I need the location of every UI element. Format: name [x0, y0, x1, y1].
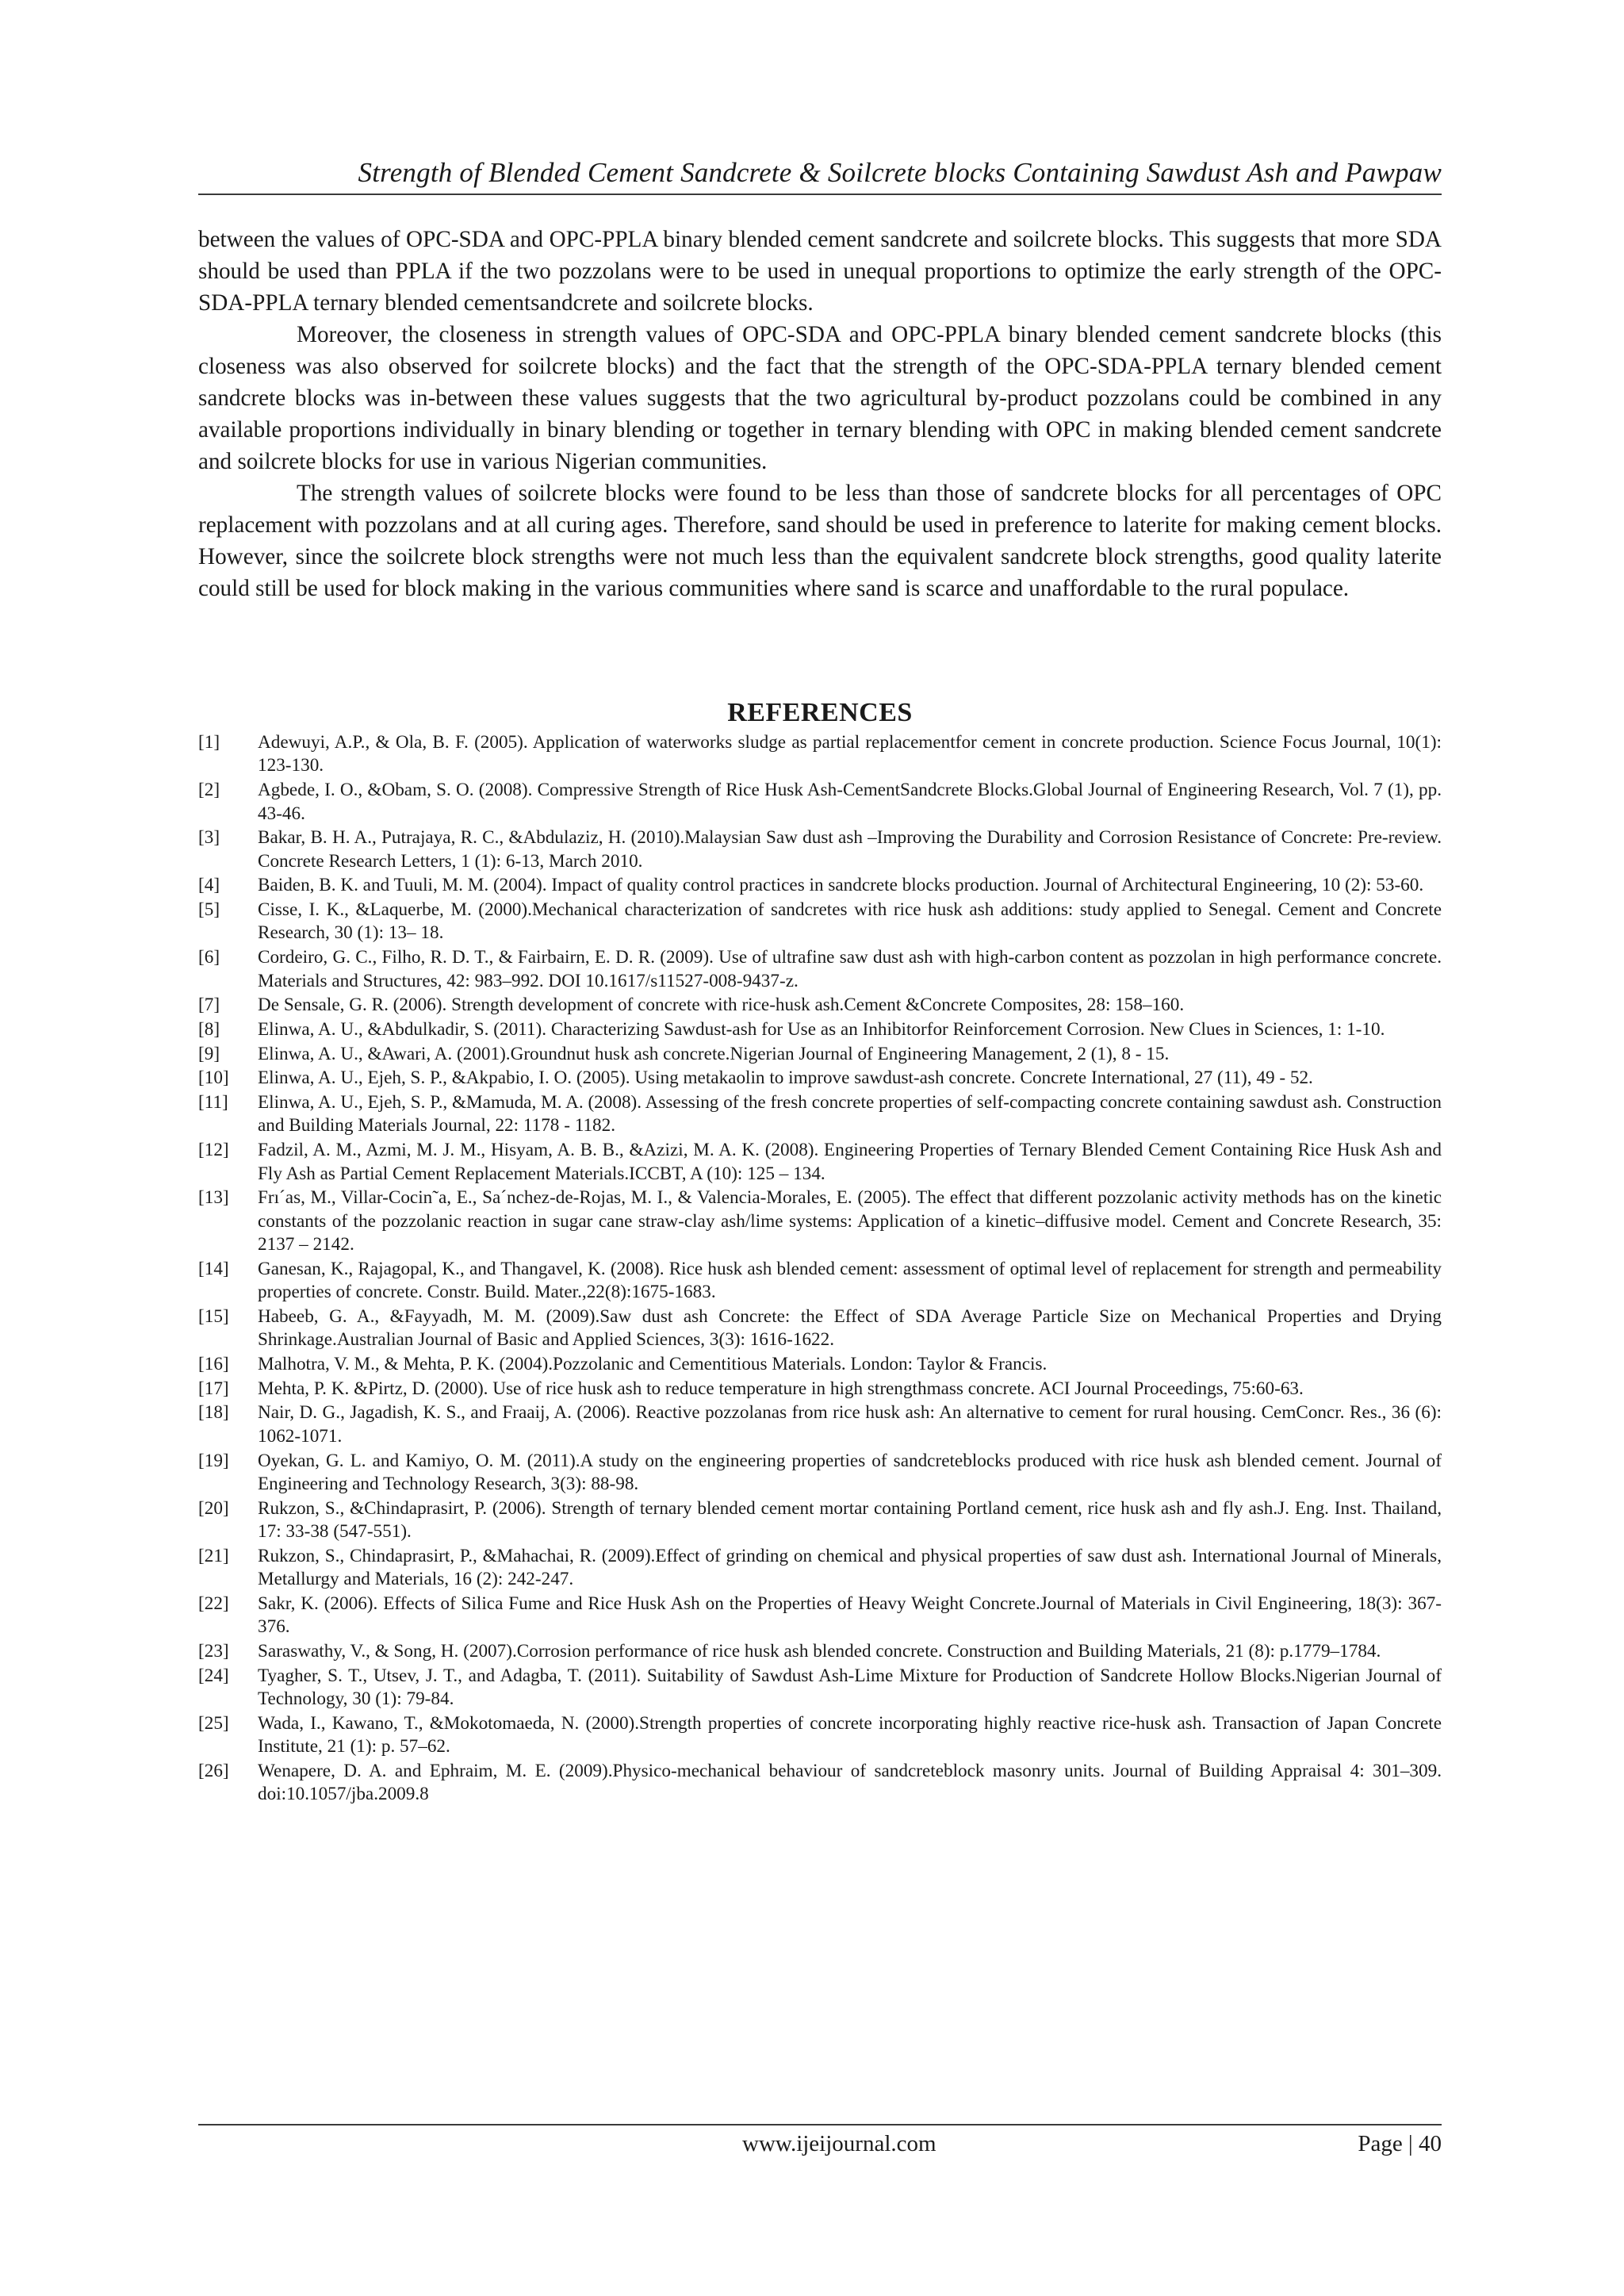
reference-number: [8]	[198, 1018, 220, 1040]
reference-number: [4]	[198, 875, 220, 896]
reference-item	[198, 1497, 1442, 1544]
reference-text: Sakr, K. (2006). Effects of Silica Fume and Rice Husk Ash on the Properties of Heavy Weight Concrete.Journal of Materials in Civil Engineering, 18(3): 367-376.	[258, 1593, 1442, 1638]
body-paragraph: between the values of OPC-SDA and OPC-PPLA binary blended cement sandcrete and soilcrete blocks. This suggests that more SDA should be used than PPLA if the two pozzolans were to be used in unequal proportions to optimize the early strength of the OPC-SDA-PPLA ternary blended cementsandcrete and soilcrete blocks.	[198, 227, 1442, 316]
reference-text: Fadzil, A. M., Azmi, M. J. M., Hisyam, A. B. B., &Azizi, M. A. K. (2008). Engineering Properties of Ternary Blended Cement Containing Rice Husk Ash and Fly Ash as Partial Cement Replacement Materials.ICCBT, A (10): 125 – 134.	[258, 1140, 1442, 1184]
body-paragraph: The strength values of soilcrete blocks were found to be less than those of sandcrete blocks for all percentages of OPC replacement with pozzolans and at all curing ages. Therefore, sand should be used in preference to laterite for making cement blocks. However, since the soilcrete block strengths were not much less than the equivalent sandcrete block strengths, good quality laterite could still be used for block making in the various communities where sand is scarce and unaffordable to the rural populace.	[198, 481, 1442, 601]
reference-item	[198, 1139, 1442, 1186]
footer-rule	[198, 2124, 1442, 2125]
reference-number: [10]	[198, 1068, 229, 1089]
reference-text: Mehta, P. K. &Pirtz, D. (2000). Use of rice husk ash to reduce temperature in high strengthmass concrete. ACI Journal Proceedings, 75:60-63.	[258, 1378, 1304, 1399]
reference-item	[198, 731, 1442, 778]
reference-text: Malhotra, V. M., & Mehta, P. K. (2004).Pozzolanic and Cementitious Materials. London: Taylor & Francis.	[258, 1354, 1048, 1375]
reference-number: [17]	[198, 1378, 229, 1399]
reference-text: Cisse, I. K., &Laquerbe, M. (2000).Mechanical characterization of sandcretes with rice husk ash additions: study applied to Senegal. Cement and Concrete Research, 30 (1): 13– 18.	[258, 899, 1442, 944]
reference-item	[198, 874, 1442, 897]
reference-number: [2]	[198, 780, 220, 801]
reference-number: [15]	[198, 1305, 229, 1327]
reference-item	[198, 899, 1442, 945]
reference-number: [22]	[198, 1593, 229, 1614]
reference-text: Rukzon, S., Chindaprasirt, P., &Mahachai, R. (2009).Effect of grinding on chemical and physical properties of saw dust ash. International Journal of Minerals, Metallurgy and Materials, 16 (2): 242-247.	[258, 1545, 1442, 1590]
reference-text: De Sensale, G. R. (2006). Strength development of concrete with rice-husk ash.Cement &Concrete Composites, 28: 158–160.	[258, 995, 1185, 1016]
reference-number: [23]	[198, 1640, 229, 1662]
reference-item	[198, 1760, 1442, 1807]
reference-item	[198, 946, 1442, 993]
reference-item	[198, 1091, 1442, 1138]
reference-text: Saraswathy, V., & Song, H. (2007).Corrosion performance of rice husk ash blended concrete. Construction and Building Materials, 21 (8): p.1779–1784.	[258, 1640, 1381, 1662]
footer-page-number: Page | 40	[1358, 2131, 1442, 2156]
reference-item	[198, 1305, 1442, 1352]
reference-text: Wenapere, D. A. and Ephraim, M. E. (2009).Physico-mechanical behaviour of sandcreteblock masonry units. Journal of Building Appraisal 4: 301–309. doi:10.1057/jba.2009.8	[258, 1760, 1442, 1805]
reference-number: [6]	[198, 947, 220, 968]
reference-text: Elinwa, A. U., &Abdulkadir, S. (2011). Characterizing Sawdust-ash for Use as an Inhibitorfor Reinforcement Corrosion. New Clues in Sciences, 1: 1-10.	[258, 1018, 1385, 1040]
reference-text: Frı´as, M., Villar-Cocin˜a, E., Sa´nchez-de-Rojas, M. I., & Valencia-Morales, E. (2005). The effect that different pozzolanic activity methods has on the kinetic constants of the pozzolanic reaction in sugar cane straw-clay ash/lime systems: Application of a kinetic–diffusive model. Cement and Concrete Research, 35: 2137 – 2142.	[258, 1187, 1442, 1255]
reference-number: [25]	[198, 1712, 229, 1734]
reference-item	[198, 1401, 1442, 1448]
reference-item	[198, 826, 1442, 873]
reference-text: Habeeb, G. A., &Fayyadh, M. M. (2009).Saw dust ash Concrete: the Effect of SDA Average Particle Size on Mechanical Properties and Drying Shrinkage.Australian Journal of Basic and Applied Sciences, 3(3): 1616-1622.	[258, 1305, 1442, 1351]
reference-text: Bakar, B. H. A., Putrajaya, R. C., &Abdulaziz, H. (2010).Malaysian Saw dust ash –Improving the Durability and Corrosion Resistance of Concrete: Pre-review. Concrete Research Letters, 1 (1): 6-13, March 2010.	[258, 827, 1442, 872]
reference-item	[198, 1545, 1442, 1592]
reference-number: [16]	[198, 1354, 229, 1375]
reference-number: [26]	[198, 1760, 229, 1781]
reference-item	[198, 779, 1442, 826]
reference-item	[198, 1067, 1442, 1090]
reference-number: [20]	[198, 1497, 229, 1519]
body-text	[198, 224, 1442, 604]
reference-item	[198, 1378, 1442, 1401]
reference-number: [18]	[198, 1402, 229, 1424]
reference-item	[198, 1640, 1442, 1663]
reference-item	[198, 1593, 1442, 1639]
reference-number: [9]	[198, 1043, 220, 1064]
reference-item	[198, 1665, 1442, 1711]
reference-text: Cordeiro, G. C., Filho, R. D. T., & Fairbairn, E. D. R. (2009). Use of ultrafine saw dust ash with high-carbon content as pozzolan in high performance concrete. Materials and Structures, 42: 983–992. DOI 10.1617/s11527-008-9437-z.	[258, 947, 1442, 991]
reference-item	[198, 1353, 1442, 1376]
header-rule	[198, 194, 1442, 195]
reference-text: Tyagher, S. T., Utsev, J. T., and Adagba, T. (2011). Suitability of Sawdust Ash-Lime Mixture for Production of Sandcrete Hollow Blocks.Nigerian Journal of Technology, 30 (1): 79-84.	[258, 1665, 1442, 1710]
reference-text: Wada, I., Kawano, T., &Mokotomaeda, N. (2000).Strength properties of concrete incorporating highly reactive rice-husk ash. Transaction of Japan Concrete Institute, 21 (1): p. 57–62.	[258, 1712, 1442, 1757]
running-header: Strength of Blended Cement Sandcrete & Soilcrete blocks Containing Sawdust Ash and Pawpaw	[358, 157, 1442, 188]
reference-item	[198, 994, 1442, 1017]
reference-number: [14]	[198, 1258, 229, 1279]
reference-item	[198, 1258, 1442, 1305]
reference-item	[198, 1186, 1442, 1256]
reference-number: [1]	[198, 732, 220, 753]
reference-text: Elinwa, A. U., Ejeh, S. P., &Akpabio, I. O. (2005). Using metakaolin to improve sawdust-ash concrete. Concrete International, 27 (11), 49 - 52.	[258, 1068, 1313, 1089]
reference-number: [3]	[198, 827, 220, 849]
reference-text: Agbede, I. O., &Obam, S. O. (2008). Compressive Strength of Rice Husk Ash-CementSandcrete Blocks.Global Journal of Engineering Research, Vol. 7 (1), pp. 43-46.	[258, 780, 1442, 824]
body-paragraph: Moreover, the closeness in strength values of OPC-SDA and OPC-PPLA binary blended cement sandcrete blocks (this closeness was also observed for soilcrete blocks) and the fact that the strength of the OPC-SDA-PPLA ternary blended cement sandcrete blocks was in-between these values suggests that the two agricultural by-product pozzolans could be combined in any available proportions individually in binary blending or together in ternary blending with OPC in making blended cement sandcrete and soilcrete blocks for use in various Nigerian communities.	[198, 322, 1442, 474]
reference-text: Nair, D. G., Jagadish, K. S., and Fraaij, A. (2006). Reactive pozzolanas from rice husk ash: An alternative to cement for rural housing. CemConcr. Res., 36 (6): 1062-1071.	[258, 1402, 1442, 1447]
reference-text: Ganesan, K., Rajagopal, K., and Thangavel, K. (2008). Rice husk ash blended cement: assessment of optimal level of replacement for strength and permeability properties of concrete. Constr. Build. Mater.,22(8):1675-1683.	[258, 1258, 1442, 1303]
reference-text: Baiden, B. K. and Tuuli, M. M. (2004). Impact of quality control practices in sandcrete blocks production. Journal of Architectural Engineering, 10 (2): 53-60.	[258, 875, 1424, 896]
reference-number: [13]	[198, 1187, 229, 1209]
reference-number: [11]	[198, 1092, 228, 1114]
reference-text: Oyekan, G. L. and Kamiyo, O. M. (2011).A study on the engineering properties of sandcreteblocks produced with rice husk ash blended cement. Journal of Engineering and Technology Research, 3(3): 88-98.	[258, 1450, 1442, 1494]
reference-number: [19]	[198, 1450, 229, 1471]
reference-item	[198, 1712, 1442, 1759]
reference-text: Elinwa, A. U., &Awari, A. (2001).Groundnut husk ash concrete.Nigerian Journal of Engineering Management, 2 (1), 8 - 15.	[258, 1043, 1170, 1064]
paper-page	[198, 0, 1442, 2296]
reference-text: Adewuyi, A.P., & Ola, B. F. (2005). Application of waterworks sludge as partial replacementfor cement in concrete production. Science Focus Journal, 10(1): 123-130.	[258, 732, 1442, 776]
references-heading: REFERENCES	[727, 698, 913, 727]
reference-number: [24]	[198, 1665, 229, 1686]
reference-number: [7]	[198, 995, 220, 1016]
reference-item	[198, 1450, 1442, 1497]
reference-text: Rukzon, S., &Chindaprasirt, P. (2006). Strength of ternary blended cement mortar containing Portland cement, rice husk ash and fly ash.J. Eng. Inst. Thailand, 17: 33-38 (547-551).	[258, 1497, 1442, 1543]
reference-number: [12]	[198, 1140, 229, 1161]
reference-list	[198, 731, 1442, 1807]
reference-text: Elinwa, A. U., Ejeh, S. P., &Mamuda, M. A. (2008). Assessing of the fresh concrete properties of self-compacting concrete containing sawdust ash. Construction and Building Materials Journal, 22: 1178 - 1182.	[258, 1092, 1442, 1137]
footer-website-link[interactable]: www.ijeijournal.com	[742, 2131, 936, 2156]
reference-number: [21]	[198, 1545, 229, 1566]
reference-number: [5]	[198, 899, 220, 921]
reference-item	[198, 1018, 1442, 1041]
reference-item	[198, 1043, 1442, 1066]
